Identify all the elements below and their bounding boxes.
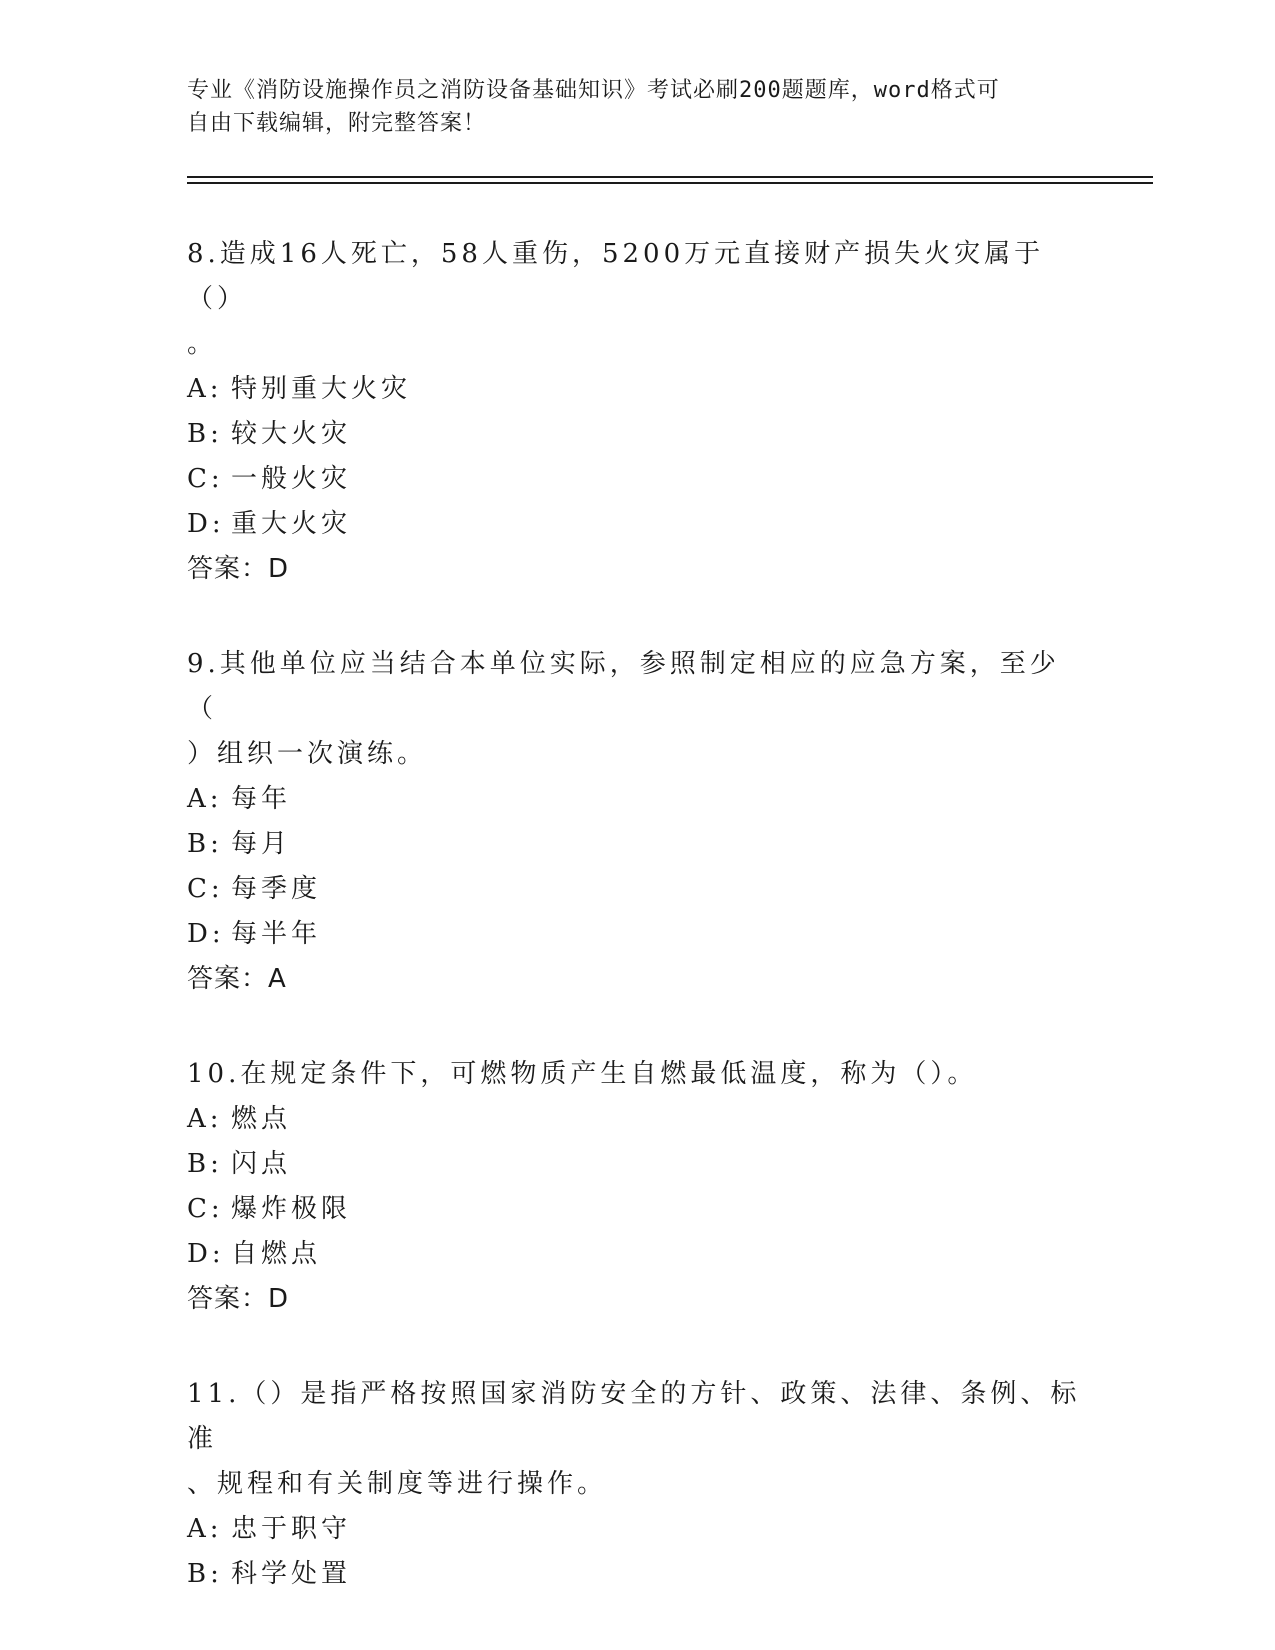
question-text-line-1: 8.造成16人死亡，58人重伤，5200万元直接财产损失火灾属于（）	[187, 239, 1045, 314]
option-a	[187, 1507, 1087, 1552]
option-letter: B:	[187, 1149, 223, 1179]
header-divider-bottom	[187, 182, 1153, 184]
option-text: 一般火灾	[231, 464, 352, 494]
option-c	[187, 867, 1087, 912]
header-line-1: 专业《消防设施操作员之消防设备基础知识》考试必刷200题题库，word格式可	[187, 78, 1000, 103]
option-text: 每年	[231, 784, 292, 814]
option-text: 燃点	[231, 1104, 292, 1134]
option-text: 每季度	[231, 874, 322, 904]
header-line-2: 自由下载编辑，附完整答案！	[187, 111, 487, 136]
option-letter: D:	[187, 1239, 225, 1269]
question-text-line-1: 9.其他单位应当结合本单位实际，参照制定相应的应急方案，至少（	[187, 649, 1060, 724]
option-text: 重大火灾	[231, 509, 352, 539]
question-9	[187, 642, 1087, 1002]
option-letter: C:	[187, 464, 224, 494]
question-text-line-1: 10.在规定条件下，可燃物质产生自燃最低温度，称为（）。	[187, 1059, 978, 1089]
option-letter: D:	[187, 919, 225, 949]
option-text: 爆炸极限	[231, 1194, 352, 1224]
option-d	[187, 502, 1087, 547]
option-text: 科学处置	[231, 1559, 352, 1589]
option-c	[187, 1187, 1087, 1232]
question-text-line-1: 11.（）是指严格按照国家消防安全的方针、政策、法律、条例、标准	[187, 1379, 1081, 1454]
option-text: 自燃点	[231, 1239, 322, 1269]
option-letter: D:	[187, 509, 225, 539]
option-b	[187, 822, 1087, 867]
option-c	[187, 457, 1087, 502]
question-10	[187, 1052, 1087, 1322]
option-a	[187, 1097, 1087, 1142]
option-letter: B:	[187, 419, 223, 449]
question-list	[187, 232, 1087, 1647]
option-text: 闪点	[231, 1149, 292, 1179]
option-letter: A:	[187, 1514, 223, 1544]
document-header	[187, 74, 1067, 140]
question-11	[187, 1372, 1087, 1597]
answer-line: 答案：D	[187, 554, 290, 584]
question-8	[187, 232, 1087, 592]
option-text: 每月	[231, 829, 292, 859]
option-letter: C:	[187, 1194, 224, 1224]
question-text-line-2: 。	[187, 329, 218, 359]
option-text: 较大火灾	[231, 419, 352, 449]
answer-line: 答案：A	[187, 964, 287, 994]
option-text: 每半年	[231, 919, 322, 949]
option-a	[187, 367, 1087, 412]
option-b	[187, 1552, 1087, 1597]
option-letter: B:	[187, 829, 223, 859]
option-letter: B:	[187, 1559, 223, 1589]
option-b	[187, 412, 1087, 457]
option-letter: A:	[187, 784, 223, 814]
header-divider-top	[187, 176, 1153, 178]
option-text: 忠于职守	[231, 1514, 352, 1544]
option-letter: A:	[187, 1104, 223, 1134]
option-b	[187, 1142, 1087, 1187]
option-letter: C:	[187, 874, 224, 904]
question-text-line-2: 、规程和有关制度等进行操作。	[187, 1469, 608, 1499]
option-d	[187, 912, 1087, 957]
option-letter: A:	[187, 374, 223, 404]
answer-line: 答案：D	[187, 1284, 290, 1314]
option-a	[187, 777, 1087, 822]
question-text-line-2: ）组织一次演练。	[187, 739, 428, 769]
option-text: 特别重大火灾	[231, 374, 412, 404]
option-d	[187, 1232, 1087, 1277]
